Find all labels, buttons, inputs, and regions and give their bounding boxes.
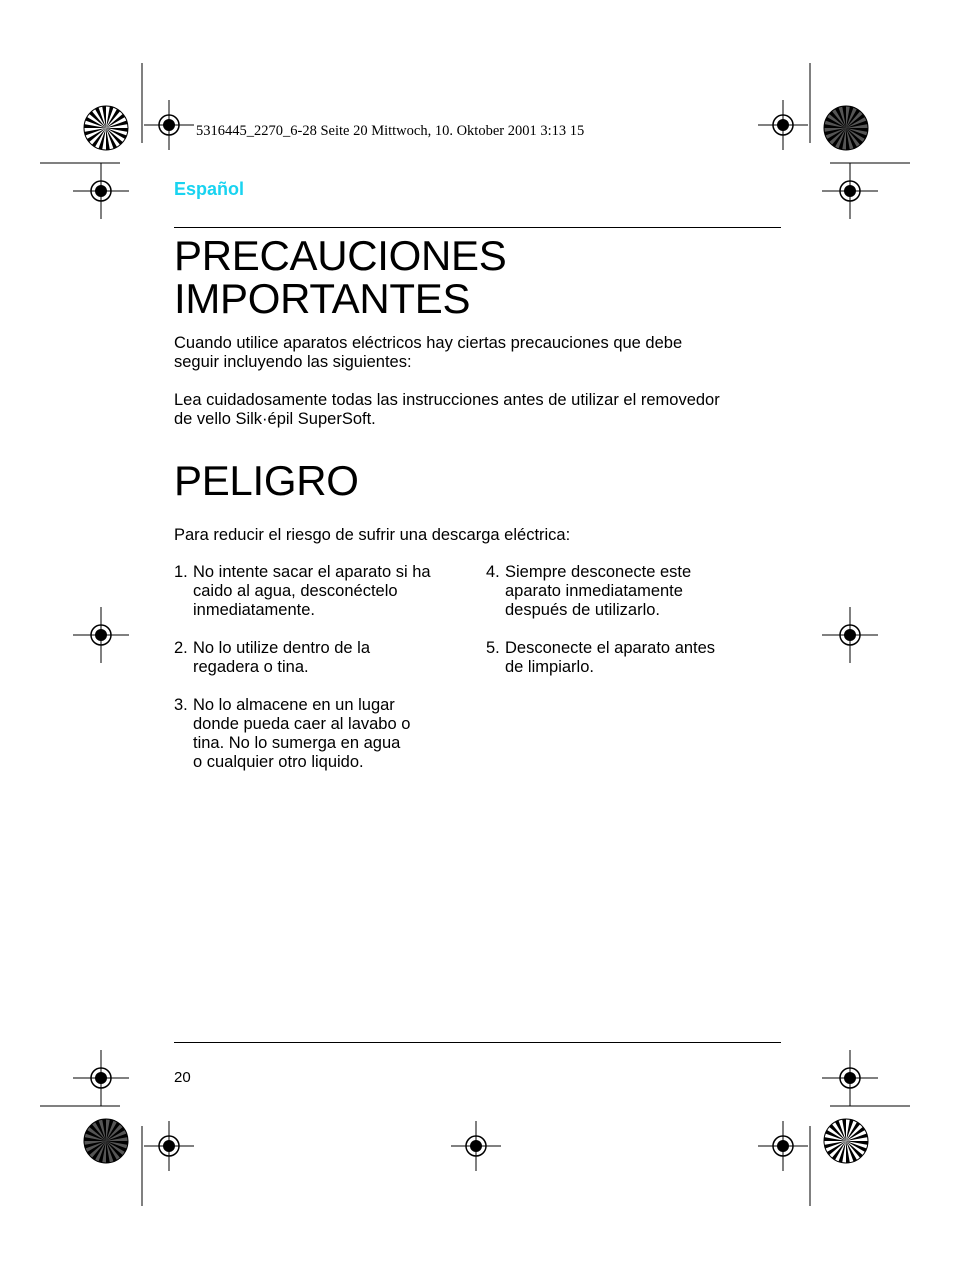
page-number: 20 [174,1069,191,1086]
item-line: No intente sacar el aparato si ha [193,563,431,581]
list-item [174,563,464,620]
paragraph-line: seguir incluyendo las siguientes: [174,353,412,371]
language-label: Español [174,179,245,199]
registration-mark-icon [73,163,129,219]
item-line: o cualquier otro liquido. [193,753,364,771]
star-target-icon [84,1119,128,1163]
list-item [486,639,781,677]
item-text [193,563,464,620]
instruction-list-left [174,563,464,772]
registration-mark-icon [451,1121,501,1171]
title-line: IMPORTANTES [174,275,471,322]
registration-mark-icon [822,1050,878,1106]
item-line: de limpiarlo. [505,658,594,676]
list-item [486,563,781,620]
slug-line: 5316445_2270_6-28 Seite 20 Mittwoch, 10. Oktober 2001 3:13 15 [196,123,585,139]
item-number: 4. [486,563,500,581]
item-line: Siempre desconecte este [505,563,692,581]
item-line: tina. No lo sumerga en agua [193,734,401,752]
list-item [174,639,464,677]
danger-intro: Para reducir el riesgo de sufrir una descarga eléctrica: [174,526,571,544]
intro-paragraph [174,334,784,372]
item-line: No lo utilize dentro de la [193,639,371,657]
item-number: 1. [174,563,188,581]
item-number: 3. [174,696,188,714]
item-line: Desconecte el aparato antes [505,639,716,657]
paragraph-line: de vello Silk·épil SuperSoft. [174,410,376,428]
paragraph-line: Lea cuidadosamente todas las instrucciones antes de utilizar el removedor [174,391,720,409]
bottom-rule [174,1042,781,1043]
registration-mark-icon [758,100,808,150]
registration-mark-icon [73,1050,129,1106]
item-line: No lo almacene en un lugar [193,696,395,714]
item-line: aparato inmediatamente [505,582,683,600]
item-number: 2. [174,639,188,657]
item-number: 5. [486,639,500,657]
item-text [193,696,464,772]
item-line: inmediatamente. [193,601,315,619]
registration-mark-icon [73,607,129,663]
item-line: regadera o tina. [193,658,309,676]
title-line: PRECAUCIONES [174,232,507,279]
registration-mark-icon [758,1121,808,1171]
intro-paragraph [174,391,784,429]
list-item [174,696,464,772]
registration-mark-icon [144,1121,194,1171]
item-text [193,639,464,677]
top-rule [174,227,781,228]
page-title [174,234,506,320]
star-target-icon [824,1119,868,1163]
danger-heading: PELIGRO [174,457,359,504]
star-target-icon [824,106,868,150]
star-target-icon [84,106,128,150]
registration-mark-icon [822,163,878,219]
paragraph-line: Cuando utilice aparatos eléctricos hay ciertas precauciones que debe [174,334,683,352]
item-line: caido al agua, desconéctelo [193,582,398,600]
item-line: después de utilizarlo. [505,601,661,619]
item-text [505,563,781,620]
registration-mark-icon [822,607,878,663]
instruction-list-right [486,563,781,677]
item-line: donde pueda caer al lavabo o [193,715,411,733]
item-text [505,639,781,677]
registration-mark-icon [144,100,194,150]
